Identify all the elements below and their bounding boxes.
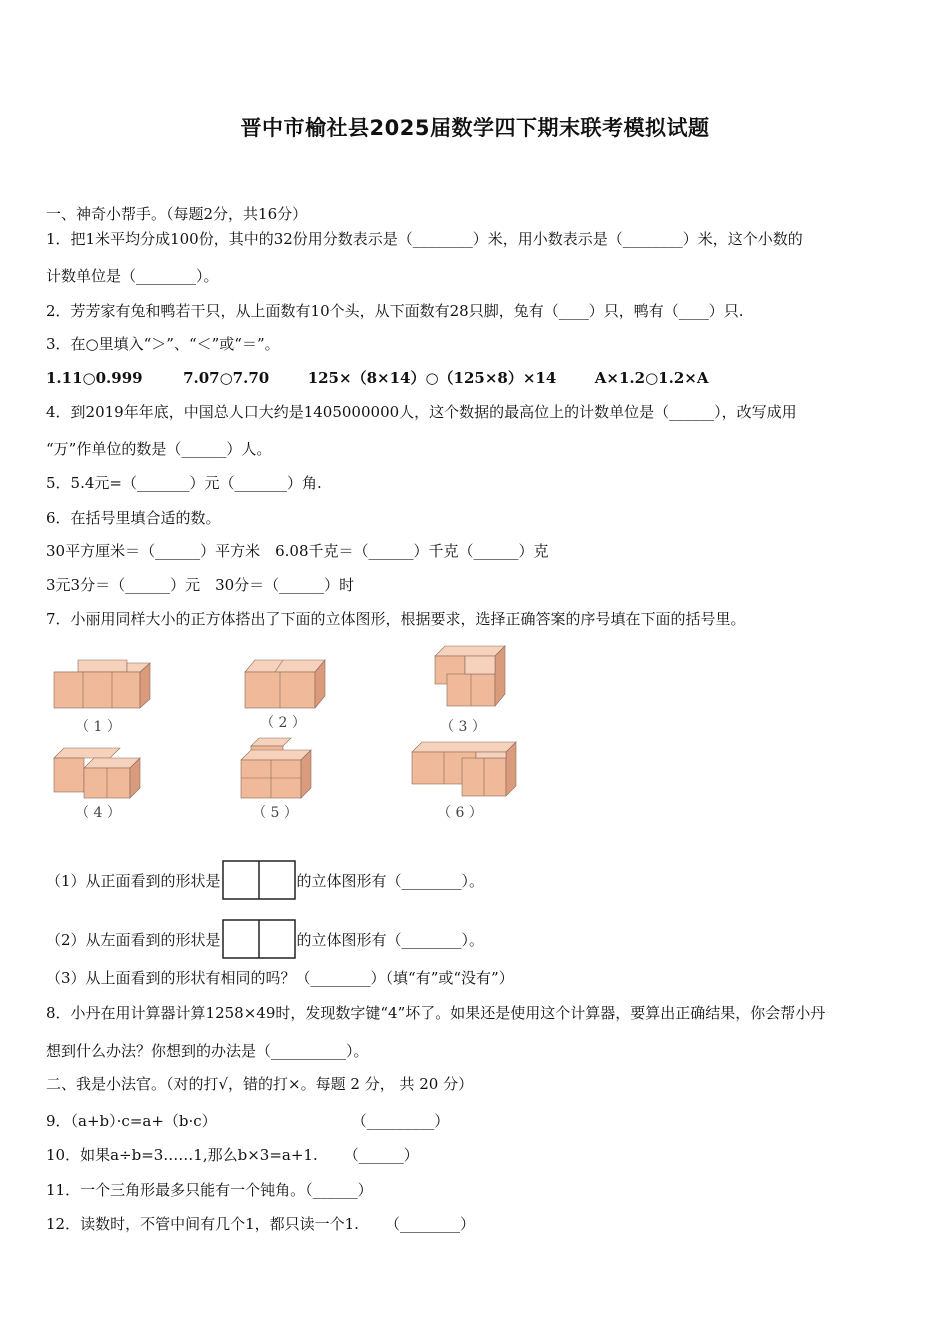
section-1-heading: 一、神奇小帮手。（每题2分，共16分） xyxy=(46,205,308,223)
question-1-line-2: 计数单位是（________）。 xyxy=(46,267,219,285)
cube-figure-2 xyxy=(243,658,328,713)
q10-text: 10．如果a÷b=3……1,那么b×3=a+1. xyxy=(46,1146,318,1164)
q3-item-2: 7.07○7.70 xyxy=(183,369,270,387)
q7-2-suffix: 的立体图形有（________）。 xyxy=(296,931,485,949)
cube-figure-3 xyxy=(433,644,511,710)
question-11: 11．一个三角形最多只能有一个钝角。（______） xyxy=(46,1181,373,1199)
question-8-line-2: 想到什么办法？你想到的办法是（__________）。 xyxy=(46,1042,369,1060)
question-6-a: 30平方厘米＝（______）平方米 6.08千克＝（______）千克（______）克 xyxy=(46,542,549,560)
two-square-shape-icon xyxy=(221,918,297,964)
cube-figure-1 xyxy=(52,658,152,713)
question-9 xyxy=(46,1110,449,1131)
q7-1-suffix: 的立体图形有（________）。 xyxy=(296,872,485,890)
cube-figure-6 xyxy=(410,740,520,802)
q10-blank: （______） xyxy=(343,1146,419,1164)
question-6-b: 3元3分＝（______）元 30分＝（______）时 xyxy=(46,576,355,594)
question-2: 2．芳芳家有兔和鸭若干只，从上面数有10个头，从下面数有28只脚，兔有（____）只，鸭有（____）只. xyxy=(46,302,744,320)
question-7-3: （3）从上面看到的形状有相同的吗？（________）（填“有”或“没有”） xyxy=(46,969,514,987)
question-10 xyxy=(46,1144,419,1165)
q3-item-3: 125×（8×14）○（125×8）×14 xyxy=(307,369,557,387)
q3-item-4: A×1.2○1.2×A xyxy=(594,369,709,387)
q9-text: 9．（a+b）·c=a+（b·c） xyxy=(46,1112,217,1130)
question-4-line-2: “万”作单位的数是（______）人。 xyxy=(46,440,272,458)
page-title: 晋中市榆社县2025届数学四下期末联考模拟试题 xyxy=(240,116,710,140)
section-2-heading: 二、我是小法官。（对的打√，错的打×。每题 2 分， 共 20 分） xyxy=(46,1075,474,1093)
figure-caption-3: （ 3 ） xyxy=(440,719,486,735)
figure-caption-4: （ 4 ） xyxy=(75,805,121,821)
q9-blank: （_________） xyxy=(351,1112,450,1130)
question-8-line-1: 8．小丹在用计算器计算1258×49时，发现数字键“4”坏了。如果还是使用这个计算器，要算出正确结果，你会帮小丹 xyxy=(46,1004,826,1022)
q12-blank: （________） xyxy=(384,1215,475,1233)
cube-figure-5 xyxy=(239,736,315,802)
question-3-items xyxy=(46,367,708,388)
figure-caption-5: （ 5 ） xyxy=(252,805,298,821)
q7-1-prefix: （1）从正面看到的形状是 xyxy=(46,872,221,890)
question-3: 3．在○里填入“＞”、“＜”或“＝”。 xyxy=(46,335,280,353)
question-7-2 xyxy=(46,918,484,964)
cube-figure-4 xyxy=(52,746,144,802)
q12-text: 12．读数时，不管中间有几个1，都只读一个1. xyxy=(46,1215,359,1233)
question-4-line-1: 4．到2019年年底，中国总人口大约是1405000000人，这个数据的最高位上的计数单位是（______），改写成用 xyxy=(46,403,797,421)
question-6: 6．在括号里填合适的数。 xyxy=(46,509,221,527)
figure-caption-2: （ 2 ） xyxy=(260,715,306,731)
q7-2-prefix: （2）从左面看到的形状是 xyxy=(46,931,221,949)
question-7-1 xyxy=(46,859,484,905)
two-square-shape-icon xyxy=(221,859,297,905)
cube-figures xyxy=(40,640,560,830)
question-7: 7．小丽用同样大小的正方体搭出了下面的立体图形，根据要求，选择正确答案的序号填在下面的括号里。 xyxy=(46,610,746,628)
q3-item-1: 1.11○0.999 xyxy=(46,369,143,387)
question-1-line-1: 1．把1米平均分成100份，其中的32份用分数表示是（________）米，用小数表示是（________）米，这个小数的 xyxy=(46,230,803,248)
question-12 xyxy=(46,1213,475,1234)
question-5: 5．5.4元=（_______）元（_______）角. xyxy=(46,474,322,492)
figure-caption-1: （ 1 ） xyxy=(75,719,121,735)
figure-caption-6: （ 6 ） xyxy=(437,805,483,821)
